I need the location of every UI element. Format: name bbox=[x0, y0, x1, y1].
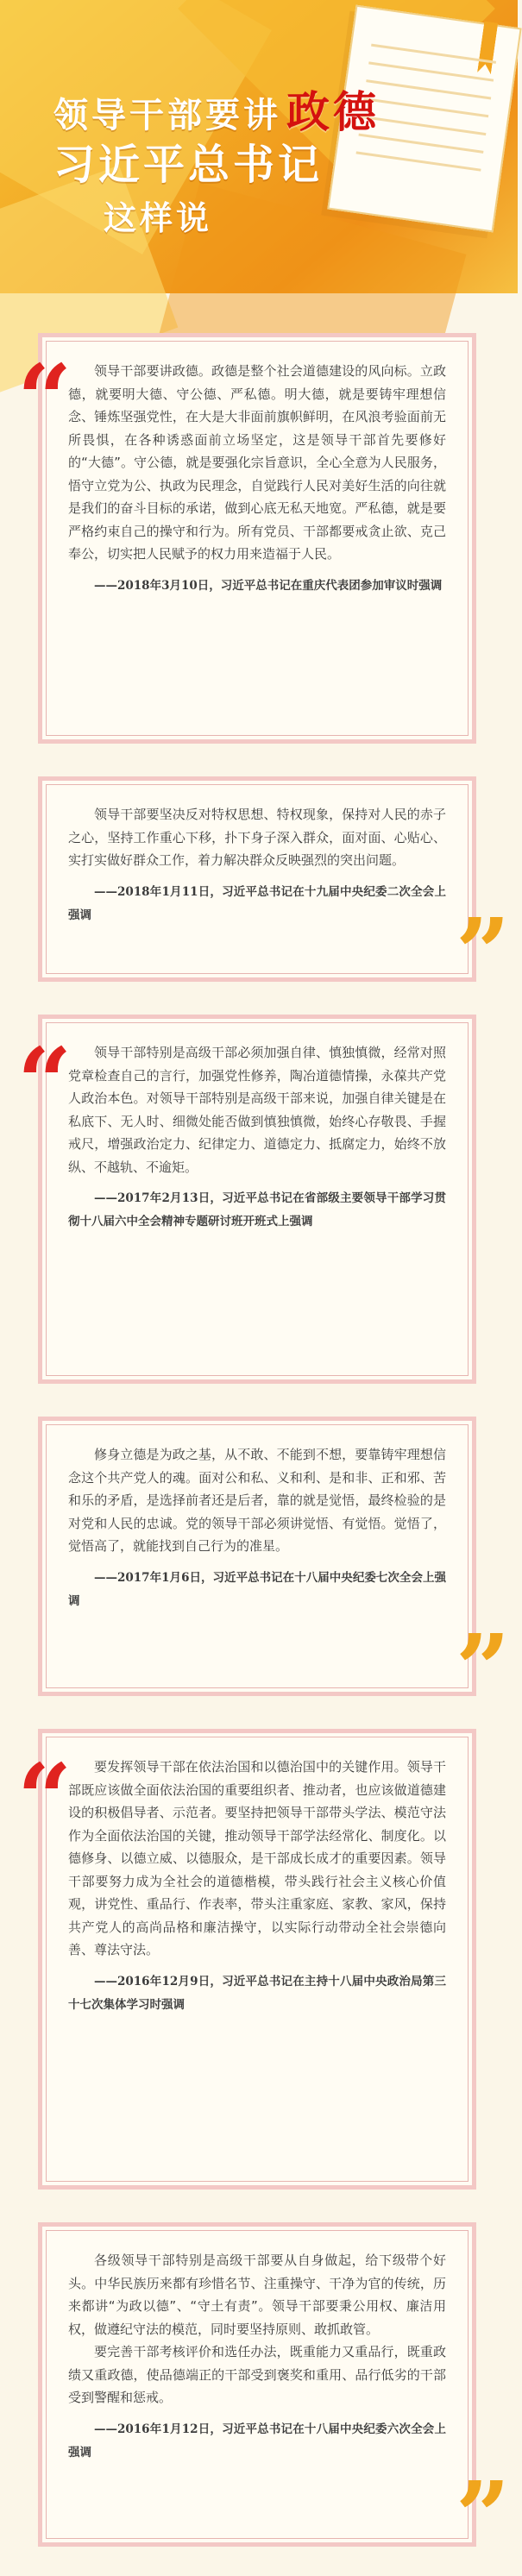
quote-text: 要发挥领导干部在依法治国和以德治国中的关键作用。领导干部既应该做全面依法治国的重要组织者、推动者，也应该做道德建设的积极倡导者、示范者。要坚持把领导干部带头学法、模范守法作为全面依法治国的关键，推动领导干部学法经常化、制度化。以德修身、以德立威、以德服众，是干部成长成才的重要因素。领导干部要努力成为全社会的道德楷模，带头践行社会主义核心价值观，讲党性、重品行、作表率，带头注重家庭、家教、家风，保持共产党人的高尚品格和廉洁操守，以实际行动带动全社会崇德向善、尊法守法。 bbox=[68, 1759, 446, 1957]
quote-card bbox=[38, 333, 476, 744]
quote-card bbox=[38, 1729, 476, 2190]
open-quote-icon: “ bbox=[17, 1743, 72, 1854]
quote-text: 领导干部特别是高级干部必须加强自律、慎独慎微，经常对照党章检查自己的言行，加强党性修养，陶冶道德情操，永葆共产党人政治本色。对领导干部特别是高级干部来说，加强自律关键是在私底下、无人时、细微处能否做到慎独慎微，始终心存敬畏、手握戒尺，增强政治定力、纪律定力、道德定力、抵腐定力，始终不放纵、不越轨、不逾矩。 bbox=[68, 1045, 446, 1175]
open-quote-icon: “ bbox=[17, 1027, 72, 1138]
quote-source: ——2017年1月6日，习近平总书记在十八届中央纪委七次全会上强调 bbox=[68, 1570, 446, 1608]
quote-source: ——2016年1月12日，习近平总书记在十八届中央纪委六次全会上强调 bbox=[68, 2422, 446, 2460]
quote-source: ——2018年1月11日，习近平总书记在十九届中央纪委二次全会上强调 bbox=[68, 884, 446, 922]
quote-card bbox=[38, 1417, 476, 1696]
quote-source: ——2017年2月13日，习近平总书记在省部级主要领导干部学习贯彻十八届六中全会精神专题研讨班开班式上强调 bbox=[68, 1191, 446, 1228]
title-line-3: 这样说 bbox=[104, 199, 213, 237]
quote-card bbox=[38, 1015, 476, 1384]
title-line-2: 习近平总书记 bbox=[53, 141, 324, 189]
quote-text: 要完善干部考核评价和选任办法，既重能力又重品行，既重政绩又重政德，使品德端正的干部受到褒奖和重用、品行低劣的干部受到警醒和惩戒。 bbox=[68, 2344, 446, 2405]
close-quote-icon: ” bbox=[456, 1613, 511, 1725]
quote-text: 领导干部要讲政德。政德是整个社会道德建设的风向标。立政德，就要明大德、守公德、严私德。明大德，就是要铸牢理想信念、锤炼坚强党性，在大是大非面前旗帜鲜明，在风浪考验面前无所畏惧，在各种诱惑面前立场坚定，这是领导干部首先要修好的“大德”。守公德，就是要强化宗旨意识，全心全意为人民服务，悟守立党为公、执政为民理念，自觉践行人民对美好生活的向往就是我们的奋斗目标的承诺，做到心底无私天地宽。严私德，就是要严格约束自己的操守和行为。所有党员、干部都要戒贪止欲、克己奉公，切实把人民赋予的权力用来造福于人民。 bbox=[68, 363, 446, 562]
quote-source: ——2018年3月10日，习近平总书记在重庆代表团参加审议时强调 bbox=[94, 578, 443, 593]
quote-source: ——2016年12月9日，习近平总书记在主持十八届中央政治局第三十七次集体学习时强调 bbox=[68, 1974, 446, 2012]
quote-card bbox=[38, 2222, 476, 2547]
close-quote-icon: ” bbox=[456, 897, 511, 1008]
close-quote-icon: ” bbox=[456, 2460, 511, 2572]
header-banner bbox=[0, 0, 518, 293]
quote-text: 领导干部要坚决反对特权思想、特权现象，保持对人民的赤子之心，坚持工作重心下移，扑下身子深入群众，面对面、心贴心、实打实做好群众工作，着力解决群众反映强烈的突出问题。 bbox=[68, 807, 446, 868]
quote-card bbox=[38, 776, 476, 982]
title-prefix: 领导干部要讲 bbox=[53, 96, 281, 135]
quote-text: 各级领导干部特别是高级干部要从自身做起，给下级带个好头。中华民族历来都有珍惜名节、注重操守、干净为官的传统，历来都讲“为政以德”、“守土有责”。领导干部要秉公用权、廉洁用权，做遵纪守法的模范，同时要坚持原则、敢抓敢管。 bbox=[68, 2252, 446, 2337]
quote-text: 修身立德是为政之基，从不敢、不能到不想，要靠铸牢理想信念这个共产党人的魂。面对公和私、义和利、是和非、正和邪、苦和乐的矛盾，是选择前者还是后者，靠的就是觉悟，最终检验的是对党和人民的忠诚。党的领导干部必须讲觉悟、有觉悟。觉悟了，觉悟高了，就能找到自己行为的准星。 bbox=[68, 1447, 446, 1554]
open-quote-icon: “ bbox=[17, 343, 72, 455]
title-highlight: 政德 bbox=[286, 87, 380, 137]
